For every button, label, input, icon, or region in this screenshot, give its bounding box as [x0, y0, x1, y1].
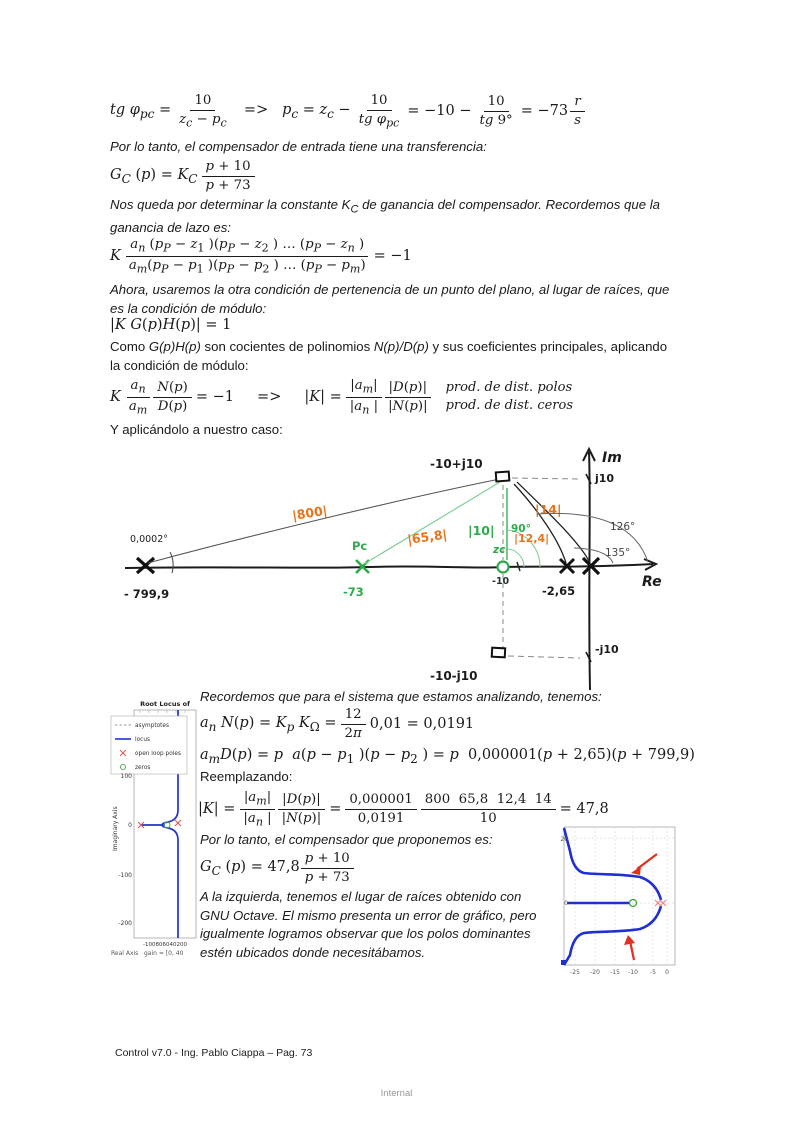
x-tick: -5	[650, 969, 656, 976]
math-run: |K| =	[198, 801, 236, 817]
paragraph: Como G(p)H(p) son cocientes de polinomios N(p)/D(p) y sus coeficientes principales, aplicando la condición de módulo:	[110, 339, 668, 373]
angle-tick	[170, 552, 173, 573]
legend-label: locus	[135, 737, 151, 743]
fraction: $\frac{|a_m|}{|a_n |}$	[346, 378, 382, 417]
pole-265-label: -2,65	[542, 584, 576, 598]
x-ticks-overlapped: -100806040200	[143, 942, 187, 948]
legend-label: open loop poles	[135, 751, 181, 757]
pole-799-label: - 799,9	[124, 587, 170, 601]
y-tick: 0	[128, 822, 132, 829]
distance-line-800	[148, 479, 500, 563]
pole-marker-799	[137, 558, 154, 573]
fraction: $\frac{10}{tg \varphi_{pc}}$	[358, 92, 400, 130]
fraction: $\frac{p + 10}{p + 73}$	[202, 159, 255, 194]
x-tick: 0	[665, 969, 669, 976]
fraction: $\frac{N(p)}{D(p)}$	[153, 380, 192, 415]
angle-126-label: 126°	[610, 521, 636, 533]
angle-90-label: 90°	[511, 523, 531, 535]
math-run: $G_C$ $(p) = K_C$	[110, 166, 198, 186]
imaginary-axis	[589, 452, 590, 690]
math-run: = −73	[520, 103, 569, 119]
re-axis-label: Re	[642, 574, 662, 590]
formula-an-np	[200, 703, 474, 745]
note-zeros: prod. de dist. ceros	[445, 398, 574, 413]
formula-gc	[110, 155, 259, 197]
y-axis-label: Imaginary Axis	[112, 806, 119, 851]
locus-end-marker	[561, 960, 566, 965]
y-tick: 100	[120, 773, 132, 780]
distance-800-label: |800|	[291, 502, 329, 523]
y-tick: 20	[560, 836, 568, 843]
legend-label: asymptotes	[135, 723, 170, 729]
formula-gc-final	[200, 848, 358, 888]
formula-k-value	[198, 786, 609, 832]
fraction: $\frac{10}{tg 9^\circ}$	[479, 93, 513, 128]
math-run: K	[110, 248, 121, 264]
math-run: = −1	[373, 248, 412, 264]
math-run: K	[110, 389, 121, 405]
paragraph: Por lo tanto, el compensador que proponemos es:	[200, 832, 493, 847]
fraction: $\frac{a_n (p_P - z_1 )(p_P - z_2 ) \dots (p_P - z_n )}{a_m(p_P - p_1 )(p_P - p_2 ) \dots (p_P - p_m)}$	[125, 237, 370, 276]
distance-10-label: |10|	[468, 523, 495, 538]
paragraph: A la izquierda, tenemos el lugar de raíces obtenido con GNU Octave. El mismo presenta un error de gráfico, pero igualmente logramos observar que los polos dominantes estén ubicados donde necesitábamos.	[200, 889, 537, 960]
formula-loop-gain	[110, 231, 412, 281]
distance-124-label: |12,4|	[514, 532, 550, 545]
angle-zc-label: zc	[493, 544, 506, 556]
octave-root-locus-plot	[108, 696, 198, 964]
paragraph: Por lo tanto, el compensador de entrada tiene una transferencia:	[110, 139, 487, 154]
x-axis-label: Real Axis	[111, 950, 139, 957]
y-tick: 0	[564, 900, 568, 907]
angle-90-arc-inner	[508, 549, 524, 567]
x-tick: -10	[628, 969, 638, 976]
plot-title: Root Locus of	[140, 700, 190, 708]
math-run: $a_n$ $N(p) = K_p$ $K_\Omega$ =	[200, 714, 337, 734]
hand-drawn-pole-zero-diagram	[110, 440, 700, 695]
dashed-to-neg-j10	[508, 656, 580, 658]
x-tick: -15	[610, 969, 620, 976]
watermark: Internal	[380, 1088, 413, 1099]
dominant-pole-lower-marker	[492, 648, 505, 658]
formula-tg-phi	[110, 88, 589, 134]
pc-label: Pc	[352, 539, 368, 553]
angle-0002-label: 0,0002°	[130, 534, 168, 545]
zero-marker	[498, 562, 509, 573]
fraction: $\frac{|a_m|}{|a_n |}$	[239, 790, 275, 829]
math-run: 0,01 = 0,0191	[369, 716, 475, 732]
fraction: $\frac{10}{z_c - p_c}$	[179, 92, 227, 130]
dominant-pole-upper-marker	[496, 472, 510, 482]
formula-am-dp	[200, 747, 695, 766]
distance-658-label: |65,8|	[406, 526, 449, 547]
math-run: $a_mD(p) = p$ $a(p - p_1$ )($p - p_2$ ) = p 0,000001(p + 2,65)(p + 799,9)	[200, 747, 695, 766]
paragraph: Recordemos que para el sistema que estamos analizando, tenemos:	[200, 689, 602, 704]
neg-j10-label: -j10	[595, 643, 619, 656]
math-run: =	[329, 801, 342, 817]
paragraph: Reemplazando:	[200, 769, 293, 784]
j10-label: j10	[595, 472, 615, 485]
fraction: $\frac{p + 10}{p + 73}$	[301, 851, 354, 886]
x-tick: -20	[590, 969, 600, 976]
octave-zoom-plot	[560, 815, 740, 980]
fraction: $\frac{800 65,8 12,4 14}{10}$	[421, 792, 556, 827]
formula-module-condition	[110, 317, 231, 333]
dominant-pole-lower-label: -10-j10	[430, 669, 478, 683]
paragraph: Nos queda por determinar la constante $K_C$ de ganancia del compensador. Recordemos que la ganancia de lazo es:	[110, 197, 660, 236]
fraction: $\frac{|D(p)|}{|N(p)|}$	[278, 792, 326, 827]
x-tick: -25	[570, 969, 580, 976]
dominant-pole-upper-label: -10+j10	[430, 457, 483, 471]
formula-k-module	[110, 373, 573, 421]
distance-14-label: |14|	[535, 502, 562, 517]
math-run: tg $\varphi_{pc}$ =	[110, 101, 172, 121]
pc-value-label: -73	[343, 585, 364, 599]
page-footer: Control v7.0 - Ing. Pablo Ciappa – Pag. 73	[115, 1047, 313, 1059]
im-axis-label: Im	[602, 450, 622, 466]
gain-label: gain = [0, 40	[144, 950, 184, 957]
dashed-to-j10	[512, 478, 582, 479]
math-run: |K G(p)H(p)| = 1	[110, 317, 232, 333]
paragraph: Y aplicándolo a nuestro caso:	[110, 422, 283, 437]
math-run: => $p_c = z_c$ −	[234, 101, 351, 121]
note-poles: prod. de dist. polos	[445, 380, 573, 396]
math-run: $G_C$ (p) = 47,8	[200, 858, 300, 878]
fraction: $\frac{r}{s}$	[570, 94, 585, 129]
angle-135-label: 135°	[605, 547, 631, 559]
zero-value-label: -10	[492, 576, 510, 587]
y-tick: -200	[118, 920, 132, 927]
math-run: = 47,8	[559, 801, 609, 817]
real-axis	[125, 564, 653, 568]
fraction: $\frac{0,000001}{0,0191}$	[345, 792, 416, 827]
annotation-stack	[446, 379, 573, 414]
math-run: = −10 −	[407, 103, 472, 119]
y-tick: -100	[118, 872, 132, 879]
legend-label: zeros	[135, 765, 151, 771]
fraction: $\frac{12}{2\pi}$	[341, 707, 366, 742]
paragraph: Ahora, usaremos la otra condición de pertenencia de un punto del plano, al lugar de raíces, que es la condición de módulo:	[110, 282, 670, 316]
fraction: $\frac{|D(p)|}{|N(p)|}$	[384, 380, 432, 415]
math-run: = −1 => |K| =	[195, 389, 342, 405]
fraction: $\frac{a_n}{a_m}$	[125, 378, 151, 417]
